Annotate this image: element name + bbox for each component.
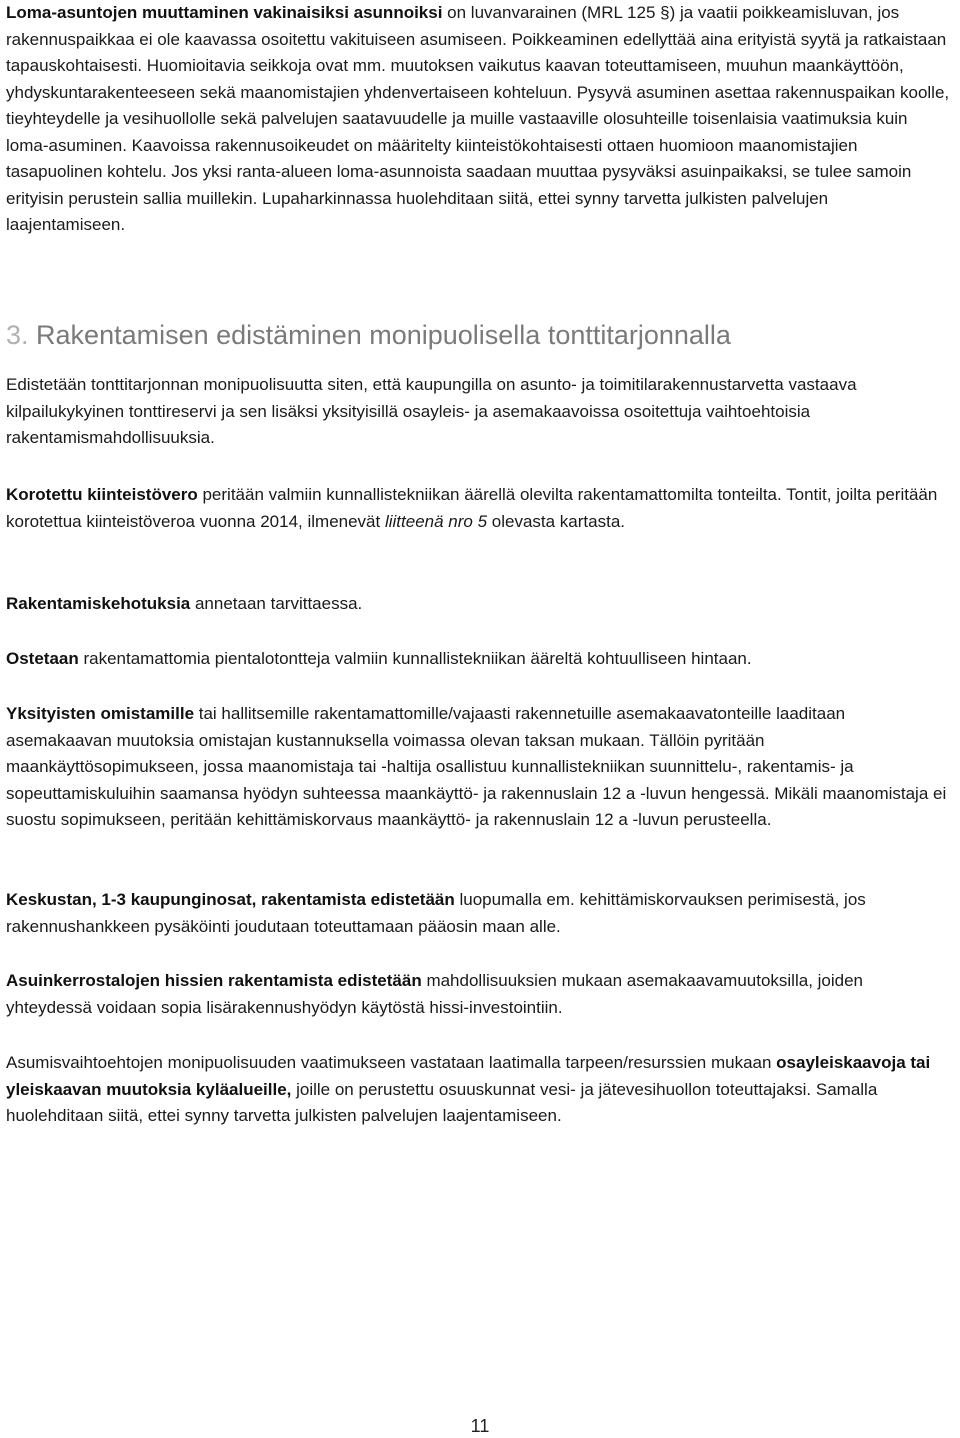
paragraph-italic: liitteenä nro 5 [384,511,488,531]
section-title: Rakentamisen edistäminen monipuolisella tonttitarjonnalla [36,320,731,350]
paragraph-text: mahdollisuuksien mukaan asemakaavamuutoksilla, joiden yhteydessä voidaan sopia lisärakennushyödyn käytöstä hissi-investointiin. [6,971,864,1017]
paragraph-text: joille on perustettu osuuskunnat vesi- ja jätevesihuollon toteuttajaksi. Samalla huolehditaan siitä, ettei synny tarvetta julkisten palvelujen laajentamiseen. [6,1079,878,1125]
intro-bold: Loma-asuntojen muuttaminen vakinaisiksi asunnoiksi [6,3,443,22]
intro-text: on luvanvarainen (MRL 125 §) ja vaatii poikkeamisluvan, jos rakennuspaikkaa ei ole kaavassa osoitettu vakituiseen asumiseen. Poikkeaminen edellyttää aina erityistä syytä ja ratkaistaan tapauskohtaisesti. Huomioitavia seikkoja ovat mm. muutoksen vaikutus kaavan toteuttamiseen, muuhun maankäyttöön, yhdyskuntarakenteeseen sekä maanomistajien yhdenvertaiseen kohteluun. Pysyvä asuminen asettaa rakennuspaikan koolle, tieyhteydelle ja vesihuollolle sekä palvelujen saatavuudelle ja muille vastaaville olosuhteille toisenlaisia vaatimuksia kuin loma-asuminen. Kaavoissa rakennusoikeudet on määritelty kiinteistökohtaisesti ottaen huomioon maanomistajien tasapuolinen kohtelu. Jos yksi ranta-alueen loma-asunnoista saadaan muuttaa pysyväksi asuinpaikaksi, se tulee samoin erityisin perustein sallia muillekin. Lupaharkinnassa huolehditaan siitä, ettei synny tarvetta julkisten palvelujen laajentamiseen. [6,3,950,234]
paragraph-bold: Korotettu kiinteistövero [6,485,198,504]
paragraph-tonttitarjonta [6,372,950,452]
paragraph-ostetaan [6,646,950,673]
section-number: 3. [6,320,29,350]
paragraph-text: tai hallitsemille rakentamattomille/vajaasti rakennetuille asemakaavatonteille laaditaan asemakaavan muutoksia omistajan kustannuksella voimassa olevan taksan mukaan. Tällöin pyritään maankäyttösopimukseen, jossa maanomistaja tai -haltija osallistuu kunnallistekniikan suunnittelu-, rakentamis- ja sopeuttamiskuluihin saamansa hyödyn suhteessa maankäyttö- ja rakennuslain 12 a -luvun hengessä. Mikäli maanomistaja ei suostu sopimukseen, peritään kehittämiskorvaus maankäyttö- ja rakennuslain 12 a -luvun perusteella. [6,704,947,829]
paragraph-text: luopumalla em. kehittämiskorvauksen perimisestä, jos rakennushankkeen pysäköinti joudutaan toteuttamaan pääosin maan alle. [6,890,866,936]
intro-paragraph [6,0,950,239]
paragraph-rakentamiskehotukset [6,591,950,618]
paragraph-yksityiset [6,701,950,834]
paragraph-kiinteistovero [6,482,950,535]
section-heading [6,320,731,351]
paragraph-bold: Rakentamiskehotuksia [6,594,191,613]
paragraph-text: olevasta kartasta. [487,511,626,531]
paragraph-bold: Asuinkerrostalojen hissien rakentamista edistetään [6,971,422,990]
paragraph-asumisvaihtoehdot [6,1050,950,1130]
paragraph-text: Asumisvaihtoehtojen monipuolisuuden vaatimukseen vastataan laatimalla tarpeen/resurssien mukaan [6,1053,777,1072]
paragraph-text: Edistetään tonttitarjonnan monipuolisuutta siten, että kaupungilla on asunto- ja toimitilarakennustarvetta vastaava kilpailukykyinen tonttireservi ja sen lisäksi yksityisillä osayleis- ja asemakaavoissa osoitettuja vaihtoehtoisia rakentamismahdollisuuksia. [6,375,857,447]
paragraph-hissit [6,968,950,1021]
page-number: 11 [470,1416,490,1436]
paragraph-bold: osayleiskaavoja tai yleiskaavan muutoksia kyläalueille, [6,1053,931,1099]
paragraph-bold: Keskustan, 1-3 kaupunginosat, rakentamista edistetään [6,890,455,909]
paragraph-keskusta [6,887,950,940]
paragraph-bold: Yksityisten omistamille [6,704,195,723]
paragraph-text: annetaan tarvittaessa. [190,594,363,613]
paragraph-text: rakentamattomia pientalotontteja valmiin kunnallistekniikan ääreltä kohtuulliseen hintaan. [78,649,752,668]
paragraph-bold: Ostetaan [6,649,79,668]
paragraph-text: peritään valmiin kunnallistekniikan äärellä olevilta rakentamattomilta tonteilta. Tontit, joilta peritään korotettua kiinteistöveroa vuonna 2014, ilmenevät [6,485,938,531]
